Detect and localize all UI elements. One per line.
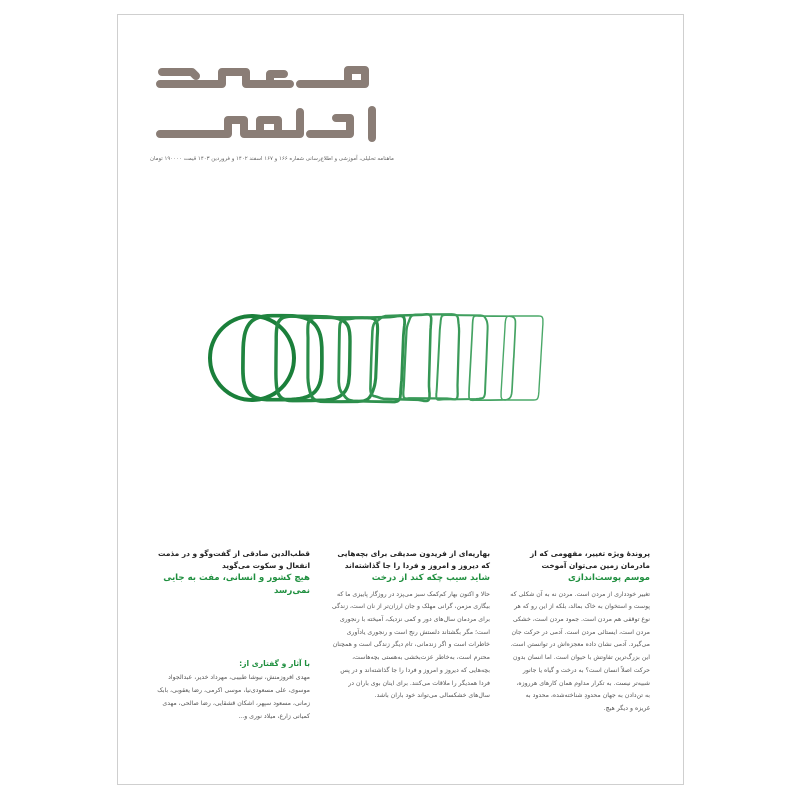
feature-headline: موسم پوست‌اندازی (568, 572, 650, 583)
morph-shapes (200, 300, 620, 428)
morph-shape-1 (210, 316, 294, 400)
contributors-list: مهدی افروزمنش، نیوشا طبیبی، مهرداد خدیر، عبدالجواد موسوی، علی مسعودی‌نیا، موسی اکرمی، رضا یعقوبی، بابک زمانی، مسعود سپهر، اشکان قشقایی، رضا صالحی، مهدی کمیانی زارع، میلاد نوری و... (157, 674, 310, 720)
issue-info-line: ماهنامه تحلیلی، آموزشی و اطلاع‌رسانی شماره ۱۶۶ و ۱۶۷ اسفند ۱۴۰۲ و فروردین ۱۴۰۳ قیمت ۱۹۰۰۰۰ تومان (150, 156, 394, 162)
morph-shape-8 (436, 315, 487, 400)
magazine-logo (150, 54, 390, 162)
feature-lead: بهاریه‌ای از فریدون صدیقی برای بچه‌هایی که دیروز و امروز و فردا را جا گذاشته‌اند (337, 549, 490, 570)
feature-lead: پروندۀ ویژه تغییر، مفهومی که از مادرمان زمین می‌توان آموخت (530, 549, 650, 570)
feature-lead: قطب‌الدین صادقی از گفت‌وگو و در مذمت انفعال و سکوت می‌گوید (158, 549, 310, 570)
cover-artwork (200, 300, 620, 428)
feature-headline: شاید سیب چکه کند از درخت (371, 572, 490, 583)
feature-headline: هیچ کشور و انسانی، مفت به جایی نمی‌رسد (163, 572, 310, 596)
feature-column-middle (330, 548, 490, 703)
logo-artwork (150, 54, 390, 162)
morph-shape-9 (469, 316, 515, 400)
feature-column-right (510, 548, 650, 716)
feature-body: حالا و اکنون بهار کم‌کمک سبز می‌پزد در روزگار پاییزی ما که بیگاری مزمن، گرانی مهلک و جان ارزان‌تر از نان است، زندگی برای مردمان سال‌های دور و کمی نزدیک، آمیخته با رنجوری است؛ مگر بگشتاند دلستش رنج است و رنجوری یادآوری خاطرات است و اگر زندمانی، تام دیگر زندگی است و همچنان محترم است، به‌خاطر عزت‌بخشی به‌هستی بچه‌هاست، بچه‌هایی که دیروز و امروز و فردا را جا گذاشته‌اند و در پس فردا همدیگر را ملاقات می‌کنند. برای اینان بوی باران در سال‌های خشکسالی می‌تواند خود باران باشد. (331, 590, 490, 700)
feature-body: تغییر خودداری از مردن است. مردن نه به آن شکلی که پوست و استخوان به خاک بمالد، بلکه از این رو که هر نوع توقفی هم مردن است. جمود مردن است، خشکی مردن است، ایستائی مردن است. آدمی در حرکت جان می‌گیرد. آدمی نشان داده معجزه‌اش در توانستن است. این بزرگ‌ترین تفاوتش با حیوان است. اما انسان بدون حرکت اصلاً انسان است؟ به درخت و گیاه یا جانور شبیه‌تر نیست. به تکرار مداوم همان کارهای هرروزه، به تن‌دادن به جهان محدودِ شناخته‌شده، محدود به غریزه و دیگر هیچ. (510, 590, 650, 712)
feature-column-left (150, 548, 310, 723)
morph-shape-10 (501, 316, 543, 400)
contributors-heading: با آثار و گفتاری از: (239, 659, 310, 669)
